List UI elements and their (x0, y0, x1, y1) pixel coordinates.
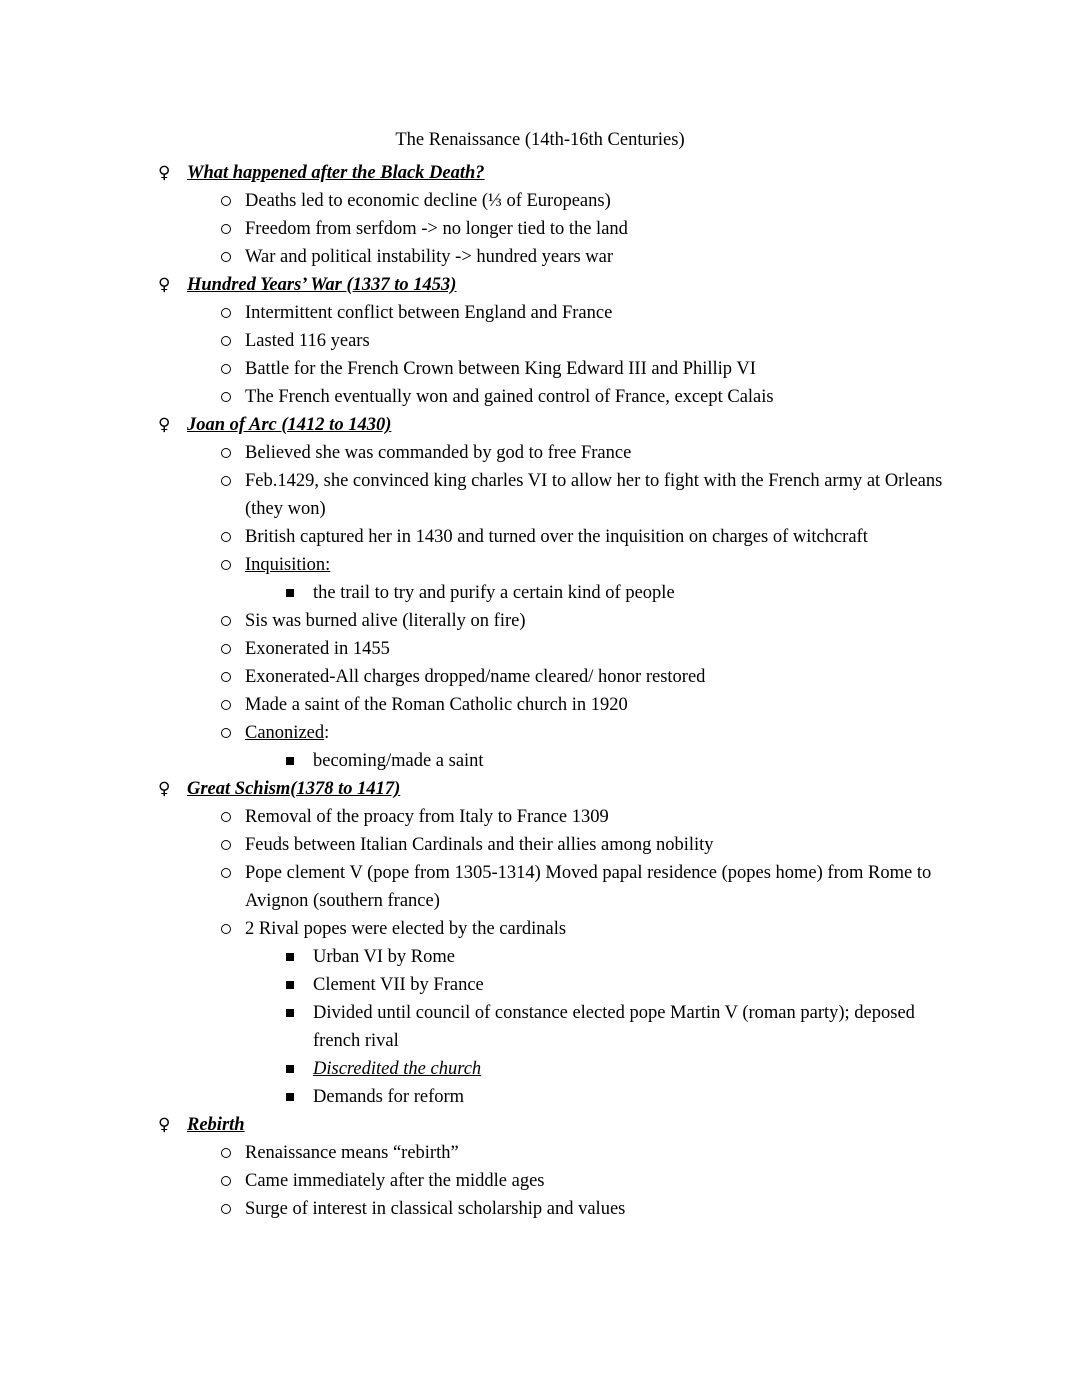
list-item (0, 831, 1080, 859)
list-item (0, 1055, 1080, 1083)
list-item-text: Inquisition: (245, 555, 331, 575)
list-item-text: Discredited the church (313, 1059, 482, 1079)
venus-bullet-icon: ♀ (158, 1115, 171, 1135)
circle-bullet-icon (221, 383, 245, 402)
list-item (0, 579, 1080, 607)
list-item (0, 635, 1080, 663)
square-bullet-icon (286, 1055, 313, 1073)
circle-bullet-icon (221, 1167, 245, 1186)
list-item (0, 327, 1080, 355)
section-heading-text: Hundred Years’ War (1337 to 1453) (187, 275, 457, 295)
list-item-text: the trail to try and purify a certain kind of people (313, 583, 675, 603)
list-item-text: Demands for reform (313, 1087, 465, 1107)
list-item-text: Removal of the proacy from Italy to France 1309 (245, 807, 609, 827)
circle-bullet-icon (221, 803, 245, 822)
circle-bullet-icon (221, 215, 245, 234)
list-item-text: Clement VII by France (313, 975, 484, 995)
circle-bullet-icon (221, 243, 245, 262)
circle-bullet-icon (221, 187, 245, 206)
venus-bullet-icon: ♀ (158, 163, 171, 183)
circle-bullet-icon (221, 607, 245, 626)
section-heading-text: Great Schism(1378 to 1417) (187, 779, 401, 799)
section-heading (0, 411, 1080, 439)
list-item-text: Pope clement V (pope from 1305-1314) Moved papal residence (popes home) from Rome to Avignon (southern france) (245, 863, 932, 911)
list-item (0, 971, 1080, 999)
list-item (0, 747, 1080, 775)
circle-bullet-icon (221, 691, 245, 710)
circle-bullet-icon (221, 635, 245, 654)
list-item-text: Urban VI by Rome (313, 947, 455, 967)
list-item (0, 719, 1080, 747)
circle-bullet-icon (221, 831, 245, 850)
outline-list (0, 159, 1080, 1223)
list-item (0, 1167, 1080, 1195)
list-item-text: British captured her in 1430 and turned over the inquisition on charges of witchcraft (245, 527, 868, 547)
section-heading (0, 1111, 1080, 1139)
list-item-text: Lasted 116 years (245, 331, 370, 351)
circle-bullet-icon (221, 467, 245, 486)
list-item (0, 215, 1080, 243)
list-item (0, 663, 1080, 691)
section-heading-text: What happened after the Black Death? (187, 163, 485, 183)
section-heading (0, 271, 1080, 299)
list-item-text: Sis was burned alive (literally on fire) (245, 611, 526, 631)
list-item-text: Battle for the French Crown between King Edward III and Phillip VI (245, 359, 756, 379)
circle-bullet-icon (221, 915, 245, 934)
list-item-text: Feuds between Italian Cardinals and their allies among nobility (245, 835, 714, 855)
list-item (0, 299, 1080, 327)
list-item-text: Deaths led to economic decline (⅓ of Europeans) (245, 191, 611, 211)
list-item-text: 2 Rival popes were elected by the cardinals (245, 919, 567, 939)
square-bullet-icon (286, 999, 313, 1017)
document-title: The Renaissance (14th-16th Centuries) (395, 130, 685, 150)
list-item (0, 915, 1080, 943)
list-item-text: Believed she was commanded by god to free France (245, 443, 632, 463)
section-heading (0, 775, 1080, 803)
list-item-text: War and political instability -> hundred years war (245, 247, 614, 267)
square-bullet-icon (286, 943, 313, 961)
list-item (0, 1083, 1080, 1111)
list-item-text: Freedom from serfdom -> no longer tied to the land (245, 219, 628, 239)
list-item-text: Intermittent conflict between England and France (245, 303, 613, 323)
list-item (0, 187, 1080, 215)
circle-bullet-icon (221, 327, 245, 346)
list-item (0, 243, 1080, 271)
circle-bullet-icon (221, 523, 245, 542)
list-item (0, 467, 1080, 523)
circle-bullet-icon (221, 719, 245, 738)
list-item-text: Feb.1429, she convinced king charles VI to allow her to fight with the French army at Orleans (they won) (245, 471, 943, 519)
section-heading-text: Rebirth (187, 1115, 245, 1135)
list-item (0, 691, 1080, 719)
list-item-text: Exonerated in 1455 (245, 639, 390, 659)
venus-bullet-icon: ♀ (158, 779, 171, 799)
list-item (0, 439, 1080, 467)
list-item (0, 355, 1080, 383)
venus-bullet-icon: ♀ (158, 415, 171, 435)
list-item (0, 383, 1080, 411)
venus-bullet-icon: ♀ (158, 275, 171, 295)
circle-bullet-icon (221, 551, 245, 570)
list-item-text: Canonized: (245, 723, 330, 743)
list-item (0, 523, 1080, 551)
section-heading-text: Joan of Arc (1412 to 1430) (187, 415, 392, 435)
list-item (0, 943, 1080, 971)
circle-bullet-icon (221, 355, 245, 374)
list-item-text: Surge of interest in classical scholarship and values (245, 1199, 626, 1219)
list-item (0, 999, 1080, 1055)
list-item (0, 551, 1080, 579)
square-bullet-icon (286, 747, 313, 765)
list-item (0, 803, 1080, 831)
circle-bullet-icon (221, 439, 245, 458)
circle-bullet-icon (221, 299, 245, 318)
section-heading (0, 159, 1080, 187)
list-item-text: The French eventually won and gained control of France, except Calais (245, 387, 774, 407)
square-bullet-icon (286, 1083, 313, 1101)
square-bullet-icon (286, 971, 313, 989)
list-item-text: Exonerated-All charges dropped/name cleared/ honor restored (245, 667, 706, 687)
list-item (0, 607, 1080, 635)
list-item-text: Divided until council of constance elected pope Martin V (roman party); deposed french rival (313, 1003, 915, 1051)
list-item-text: Made a saint of the Roman Catholic church in 1920 (245, 695, 628, 715)
list-item (0, 1195, 1080, 1223)
list-item-text: Renaissance means “rebirth” (245, 1143, 459, 1163)
circle-bullet-icon (221, 1139, 245, 1158)
square-bullet-icon (286, 579, 313, 597)
list-item (0, 859, 1080, 915)
list-item (0, 1139, 1080, 1167)
list-item-text: becoming/made a saint (313, 751, 484, 771)
circle-bullet-icon (221, 859, 245, 878)
list-item-text: Came immediately after the middle ages (245, 1171, 545, 1191)
circle-bullet-icon (221, 663, 245, 682)
circle-bullet-icon (221, 1195, 245, 1214)
